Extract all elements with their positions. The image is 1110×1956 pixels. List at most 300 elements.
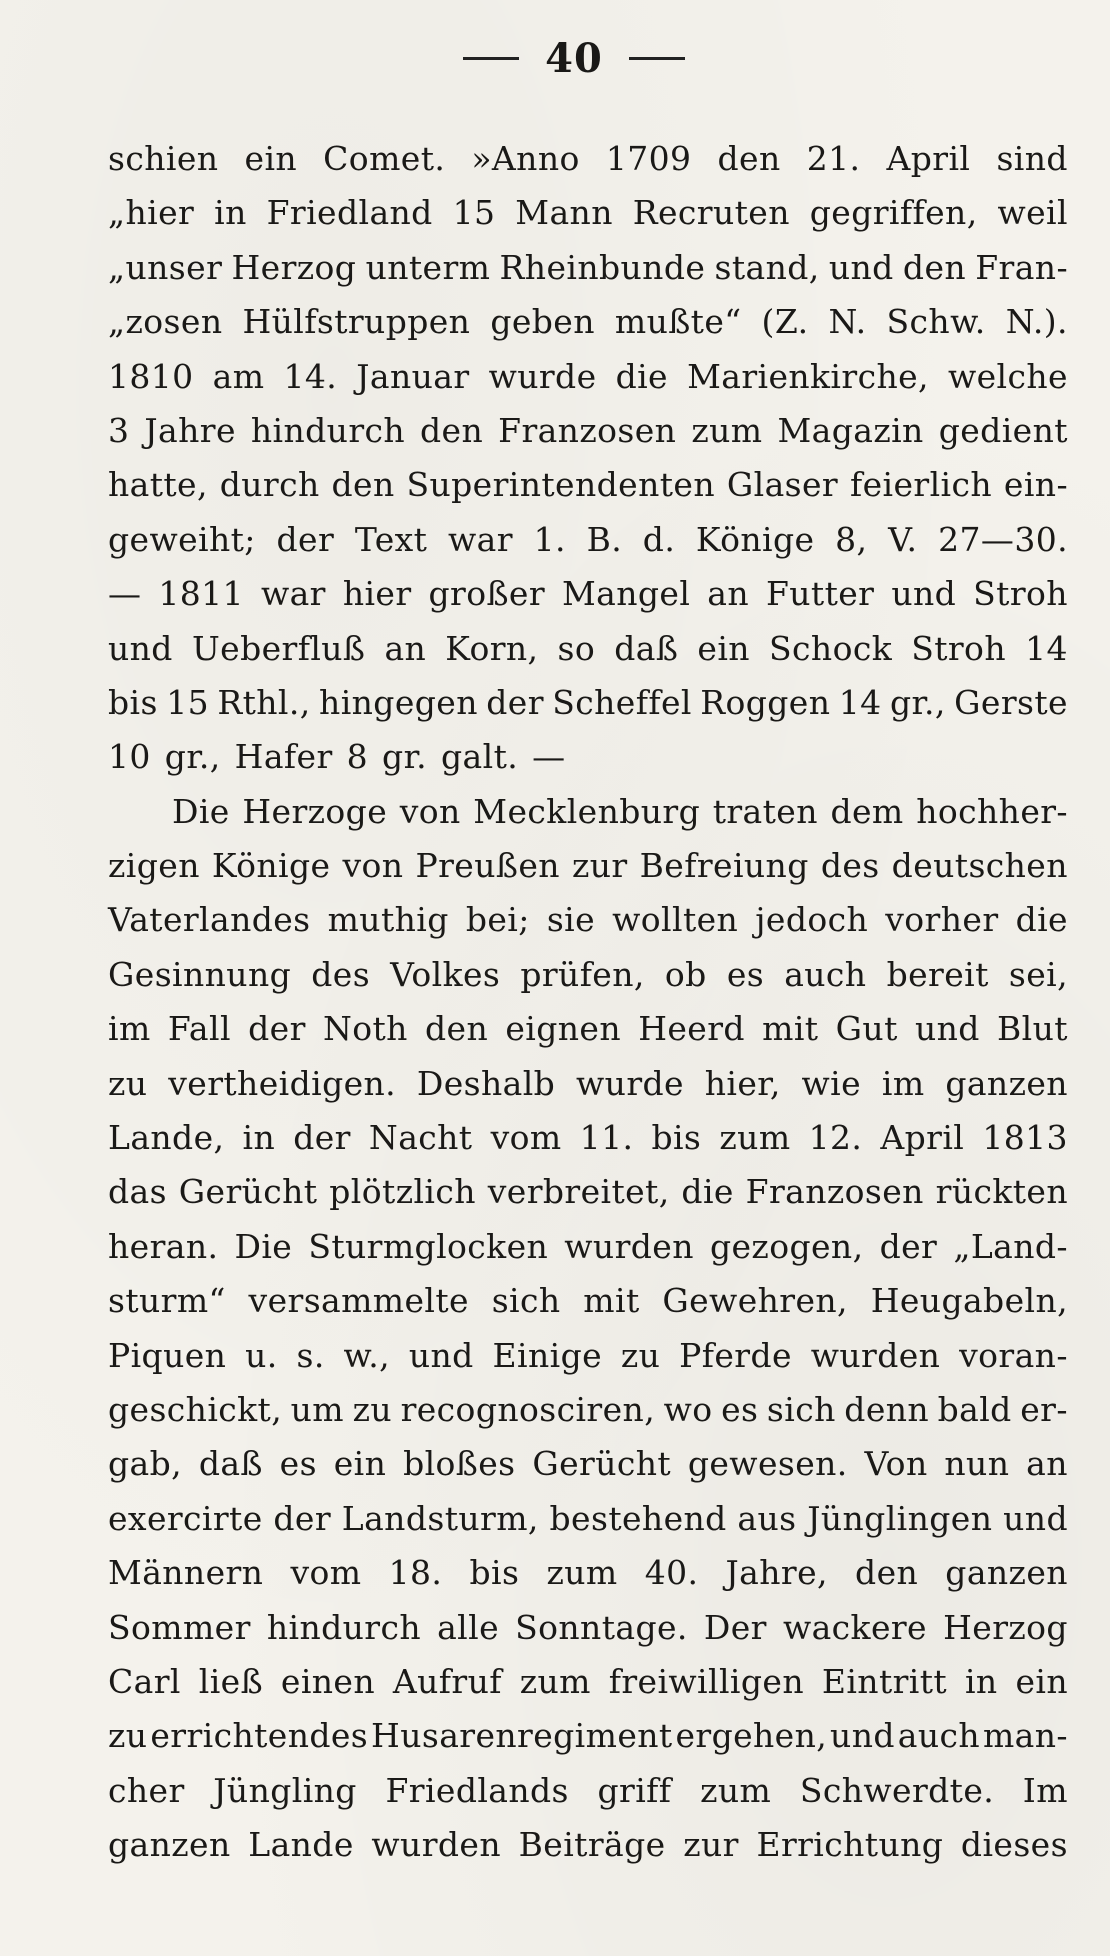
- text-line: [108, 1329, 1068, 1383]
- text-line: [108, 948, 1068, 1002]
- word: einen: [280, 1661, 376, 1701]
- word: gr.: [382, 737, 428, 777]
- text-line: [108, 1383, 1068, 1437]
- word: gedient: [938, 410, 1068, 450]
- word: bis: [108, 682, 158, 722]
- word: vorher: [885, 900, 999, 940]
- word: so: [557, 628, 596, 668]
- word: Gerste: [954, 682, 1068, 722]
- word: großer: [428, 574, 546, 614]
- word: Lande: [248, 1825, 354, 1865]
- word: Nacht: [368, 1118, 473, 1158]
- word: bei;: [465, 900, 530, 940]
- word: weil: [997, 193, 1068, 233]
- word: Magazin: [777, 410, 924, 450]
- word: bestehend: [549, 1498, 727, 1538]
- word: zum: [719, 1118, 791, 1158]
- word: recognosciren,: [400, 1389, 656, 1429]
- word: es: [726, 954, 765, 994]
- word: 3: [108, 410, 130, 450]
- word: unterm: [365, 247, 491, 287]
- word: am: [212, 356, 265, 396]
- text-line: [108, 1492, 1068, 1546]
- word: Superintendenten: [406, 465, 715, 505]
- text-line: [108, 785, 1068, 839]
- word: 18.: [388, 1553, 443, 1593]
- word: errichtendes: [150, 1716, 369, 1756]
- word: —: [108, 574, 142, 614]
- word: 14: [838, 682, 882, 722]
- word: voran-: [959, 1335, 1068, 1375]
- word: 14.: [283, 356, 338, 396]
- word: 12.: [808, 1118, 863, 1158]
- word: 11.: [579, 1118, 634, 1158]
- word: Hafer: [234, 737, 333, 777]
- word: gab,: [108, 1444, 183, 1484]
- word: eignen: [505, 1009, 621, 1049]
- word: geweiht;: [108, 519, 256, 559]
- word: ein: [333, 1444, 387, 1484]
- word: Marienkirche,: [687, 356, 929, 396]
- word: daß: [198, 1444, 263, 1484]
- text-line: [108, 1274, 1068, 1328]
- word: griff: [597, 1770, 672, 1810]
- word: Roggen: [700, 682, 831, 722]
- word: geben: [490, 302, 595, 342]
- word: Fran-: [975, 247, 1068, 287]
- page-header: [78, 28, 1070, 88]
- word: an: [1026, 1444, 1068, 1484]
- word: Deshalb: [416, 1063, 556, 1103]
- word: zur: [683, 1825, 739, 1865]
- word: und: [828, 247, 894, 287]
- word: dieses: [960, 1825, 1068, 1865]
- word: hindurch: [250, 410, 406, 450]
- word: 15: [452, 193, 496, 233]
- word: Schock: [769, 628, 893, 668]
- word: Husarenregiment: [371, 1716, 673, 1756]
- word: auch: [784, 954, 867, 994]
- word: Jahre: [144, 410, 236, 450]
- word: w.,: [343, 1335, 391, 1375]
- word: Mecklenburg: [473, 791, 701, 831]
- word: mit: [762, 1009, 819, 1049]
- word: gegriffen,: [809, 193, 978, 233]
- word: 1811: [158, 574, 244, 614]
- word: Jüngling: [213, 1770, 357, 1810]
- word: —: [532, 737, 566, 777]
- text-line: [108, 1057, 1068, 1111]
- word: nun: [944, 1444, 1010, 1484]
- word: Schwerdte.: [799, 1770, 995, 1810]
- word: Sturmglocken: [308, 1226, 549, 1266]
- word: und: [914, 1009, 980, 1049]
- word: „zosen: [108, 302, 223, 342]
- word: wollten: [612, 900, 739, 940]
- word: Recruten: [632, 193, 790, 233]
- word: an: [384, 628, 427, 668]
- word: Comet.: [323, 139, 446, 178]
- word: Ueberfluß: [191, 628, 366, 668]
- word: wurden: [564, 1226, 694, 1266]
- word: der: [276, 519, 335, 559]
- word: in: [242, 1118, 276, 1158]
- word: u.: [245, 1335, 278, 1375]
- word: „hier: [108, 193, 195, 233]
- word: zum: [700, 1770, 772, 1810]
- word: (Z.: [761, 302, 809, 342]
- word: von: [342, 846, 404, 886]
- word: April: [886, 139, 971, 178]
- word: bereit: [886, 954, 989, 994]
- word: zigen: [108, 846, 200, 886]
- word: ganzen: [945, 1063, 1068, 1103]
- word: heran.: [108, 1226, 219, 1266]
- word: B.: [586, 519, 623, 559]
- word: Gerücht: [532, 1444, 672, 1484]
- word: vom: [290, 1553, 362, 1593]
- header-dash-right: [629, 57, 685, 60]
- word: in: [214, 193, 247, 233]
- text-line: [108, 839, 1068, 893]
- header-dash-left: [463, 57, 519, 60]
- word: Rheinbunde: [499, 247, 706, 287]
- word: Preußen: [415, 846, 560, 886]
- word: hindurch: [266, 1607, 422, 1647]
- word: d.: [642, 519, 676, 559]
- word: s.: [296, 1335, 325, 1375]
- text-line: [108, 1546, 1068, 1600]
- word: Eintritt: [821, 1661, 948, 1701]
- word: 8: [346, 737, 369, 777]
- word: wo: [663, 1389, 713, 1429]
- word: jedoch: [755, 900, 869, 940]
- word: N.: [828, 302, 867, 342]
- word: der: [879, 1226, 938, 1266]
- word: mußte“: [614, 302, 742, 342]
- word: dem: [830, 791, 904, 831]
- word: den: [331, 465, 395, 505]
- word: Sommer: [108, 1607, 251, 1647]
- word: ließ: [198, 1661, 264, 1701]
- word: 27—30.: [938, 519, 1068, 559]
- word: Gewehren,: [662, 1281, 848, 1321]
- word: die: [681, 1172, 734, 1212]
- word: Mangel: [561, 574, 691, 614]
- text-line: [108, 1764, 1068, 1818]
- word: Errichtung: [756, 1825, 944, 1865]
- word: schien: [108, 139, 219, 178]
- word: Einige: [492, 1335, 603, 1375]
- text-line: [108, 350, 1068, 404]
- word: zu: [352, 1389, 393, 1429]
- word: an: [707, 574, 750, 614]
- word: sich: [491, 1281, 561, 1321]
- body-text: [108, 132, 1068, 1873]
- text-line: [108, 241, 1068, 295]
- word: Mann: [515, 193, 613, 233]
- word: gr.,: [889, 682, 946, 722]
- text-line: [108, 1709, 1068, 1763]
- word: ganzen: [945, 1553, 1068, 1593]
- word: Hülfstruppen: [242, 302, 471, 342]
- text-line: [108, 1165, 1068, 1219]
- word: 40.: [644, 1553, 699, 1593]
- word: und: [108, 628, 173, 668]
- word: sind: [996, 139, 1068, 178]
- word: ein: [697, 628, 750, 668]
- word: Pferde: [679, 1335, 792, 1375]
- word: vertheidigen.: [168, 1063, 397, 1103]
- word: und: [408, 1335, 474, 1375]
- word: Jünglingen: [807, 1498, 993, 1538]
- text-line: [108, 1437, 1068, 1491]
- word: zu: [108, 1716, 148, 1756]
- word: rückten: [935, 1172, 1068, 1212]
- word: Stroh: [973, 574, 1068, 614]
- word: 15: [166, 682, 209, 722]
- word: feierlich: [849, 465, 993, 505]
- word: Text: [354, 519, 428, 559]
- word: hier: [342, 574, 412, 614]
- word: Noth: [322, 1009, 408, 1049]
- word: den: [855, 1553, 919, 1593]
- word: ganzen: [108, 1825, 231, 1865]
- word: Beiträge: [518, 1825, 666, 1865]
- word: zu: [108, 1063, 148, 1103]
- word: »Anno: [471, 139, 580, 178]
- word: ein: [1015, 1661, 1068, 1701]
- word: geschickt,: [108, 1389, 283, 1429]
- word: hochher-: [916, 791, 1068, 831]
- text-line: [108, 186, 1068, 240]
- word: Befreiung: [639, 846, 809, 886]
- word: wackere: [782, 1607, 927, 1647]
- word: N.).: [1005, 302, 1068, 342]
- word: ergehen,: [675, 1716, 828, 1756]
- word: auch: [897, 1716, 981, 1756]
- word: Herzog: [231, 247, 357, 287]
- word: Scheffel: [552, 682, 692, 722]
- word: ein: [244, 139, 298, 178]
- word: den: [425, 1009, 489, 1049]
- word: der: [486, 682, 544, 722]
- word: Heugabeln,: [870, 1281, 1068, 1321]
- word: bald: [937, 1389, 1012, 1429]
- word: wurde: [488, 356, 597, 396]
- word: Carl: [108, 1661, 181, 1701]
- word: Heerd: [638, 1009, 745, 1049]
- word: wurden: [371, 1825, 501, 1865]
- text-line: [108, 1002, 1068, 1056]
- word: wurden: [810, 1335, 941, 1375]
- word: zum: [691, 410, 763, 450]
- text-line: [108, 132, 1068, 186]
- word: verbreitet,: [487, 1172, 670, 1212]
- word: wurde: [576, 1063, 684, 1103]
- word: die: [1015, 900, 1068, 940]
- word: gr.,: [164, 737, 221, 777]
- word: daß: [614, 628, 679, 668]
- word: Herzog: [943, 1607, 1068, 1647]
- text-line: [108, 893, 1068, 947]
- text-line: [108, 458, 1068, 512]
- word: welche: [947, 356, 1068, 396]
- word: 21.: [806, 139, 861, 178]
- word: traten: [712, 791, 818, 831]
- word: Fall: [167, 1009, 231, 1049]
- word: des: [311, 954, 371, 994]
- word: bis: [651, 1118, 702, 1158]
- word: der: [293, 1118, 351, 1158]
- word: „unser: [108, 247, 223, 287]
- word: den: [717, 139, 781, 178]
- word: und: [891, 574, 957, 614]
- text-line: [108, 676, 1068, 730]
- word: 8,: [835, 519, 868, 559]
- word: Die: [172, 791, 230, 831]
- text-line: [108, 1655, 1068, 1709]
- word: es: [279, 1444, 317, 1484]
- word: Herzoge: [242, 791, 388, 831]
- word: V.: [888, 519, 918, 559]
- word: um: [290, 1389, 345, 1429]
- word: Gesinnung: [108, 954, 292, 994]
- word: Könige: [695, 519, 815, 559]
- word: im: [108, 1009, 151, 1049]
- word: Aufruf: [392, 1661, 502, 1701]
- word: in: [964, 1661, 998, 1701]
- word: galt.: [441, 737, 519, 777]
- word: der: [248, 1009, 306, 1049]
- word: muthig: [327, 900, 449, 940]
- word: „Land-: [953, 1226, 1068, 1266]
- word: Volkes: [390, 954, 501, 994]
- word: ob: [664, 954, 707, 994]
- word: Könige: [211, 846, 331, 886]
- word: Die: [234, 1226, 293, 1266]
- word: Männern: [108, 1553, 264, 1593]
- word: Landsturm,: [341, 1498, 539, 1538]
- word: Sonntage.: [515, 1607, 688, 1647]
- word: zur: [571, 846, 628, 886]
- word: der: [273, 1498, 332, 1538]
- word: bloßes: [403, 1444, 516, 1484]
- word: bis: [469, 1553, 520, 1593]
- word: 1.: [533, 519, 566, 559]
- word: zum: [546, 1553, 618, 1593]
- page-number: 40: [545, 34, 603, 82]
- word: 1709: [605, 139, 692, 178]
- word: cher: [108, 1770, 185, 1810]
- text-line: [108, 404, 1068, 458]
- word: Glaser: [726, 465, 839, 505]
- word: es: [721, 1389, 759, 1429]
- word: sie: [546, 900, 596, 940]
- word: hatte,: [108, 465, 208, 505]
- word: aus: [737, 1498, 797, 1538]
- word: prüfen,: [520, 954, 645, 994]
- text-line: [108, 567, 1068, 621]
- text-line: [108, 622, 1068, 676]
- word: Gerücht: [178, 1172, 318, 1212]
- word: er-: [1020, 1389, 1068, 1429]
- word: Stroh: [911, 628, 1006, 668]
- word: Der: [703, 1607, 767, 1647]
- word: Jahre,: [725, 1553, 828, 1593]
- word: Lande,: [108, 1118, 225, 1158]
- word: 14: [1025, 628, 1068, 668]
- word: ein-: [1003, 465, 1068, 505]
- text-line: [108, 1220, 1068, 1274]
- word: man-: [982, 1716, 1068, 1756]
- word: hier,: [704, 1063, 781, 1103]
- word: sturm“: [108, 1281, 226, 1321]
- word: versammelte: [248, 1281, 469, 1321]
- word: Futter: [765, 574, 875, 614]
- text-line: [108, 295, 1068, 349]
- word: gezogen,: [709, 1226, 864, 1266]
- word: April: [880, 1118, 965, 1158]
- word: sei,: [1008, 954, 1068, 994]
- text-line: [108, 1818, 1068, 1872]
- word: vom: [490, 1118, 562, 1158]
- word: 1813: [982, 1118, 1068, 1158]
- word: Friedland: [266, 193, 433, 233]
- word: Schw.: [886, 302, 986, 342]
- text-line: [108, 730, 1068, 784]
- word: von: [399, 791, 461, 831]
- word: und: [1003, 1498, 1068, 1538]
- word: denn: [844, 1389, 930, 1429]
- word: war: [260, 574, 326, 614]
- word: plötzlich: [329, 1172, 476, 1212]
- word: exercirte: [108, 1498, 263, 1538]
- text-line: [108, 513, 1068, 567]
- word: Januar: [356, 356, 470, 396]
- word: Franzosen: [745, 1172, 924, 1212]
- word: alle: [437, 1607, 500, 1647]
- word: den: [902, 247, 967, 287]
- word: und: [830, 1716, 895, 1756]
- word: wie: [801, 1063, 862, 1103]
- word: Von: [864, 1444, 928, 1484]
- word: mit: [583, 1281, 640, 1321]
- word: Korn,: [445, 628, 539, 668]
- word: war: [447, 519, 513, 559]
- word: Im: [1022, 1770, 1068, 1810]
- word: sich: [766, 1389, 836, 1429]
- word: des: [820, 846, 880, 886]
- word: zu: [620, 1335, 661, 1375]
- word: hingegen: [319, 682, 478, 722]
- word: 1810: [108, 356, 194, 396]
- word: den: [420, 410, 484, 450]
- word: deutschen: [891, 846, 1068, 886]
- word: zum: [519, 1661, 591, 1701]
- text-line: [108, 1601, 1068, 1655]
- word: die: [615, 356, 668, 396]
- word: gewesen.: [687, 1444, 848, 1484]
- word: 10: [108, 737, 151, 777]
- word: Piquen: [108, 1335, 227, 1375]
- word: Blut: [996, 1009, 1068, 1049]
- word: im: [881, 1063, 925, 1103]
- word: Friedlands: [385, 1770, 569, 1810]
- word: Franzosen: [498, 410, 677, 450]
- word: Rthl.,: [217, 682, 311, 722]
- word: Gut: [835, 1009, 898, 1049]
